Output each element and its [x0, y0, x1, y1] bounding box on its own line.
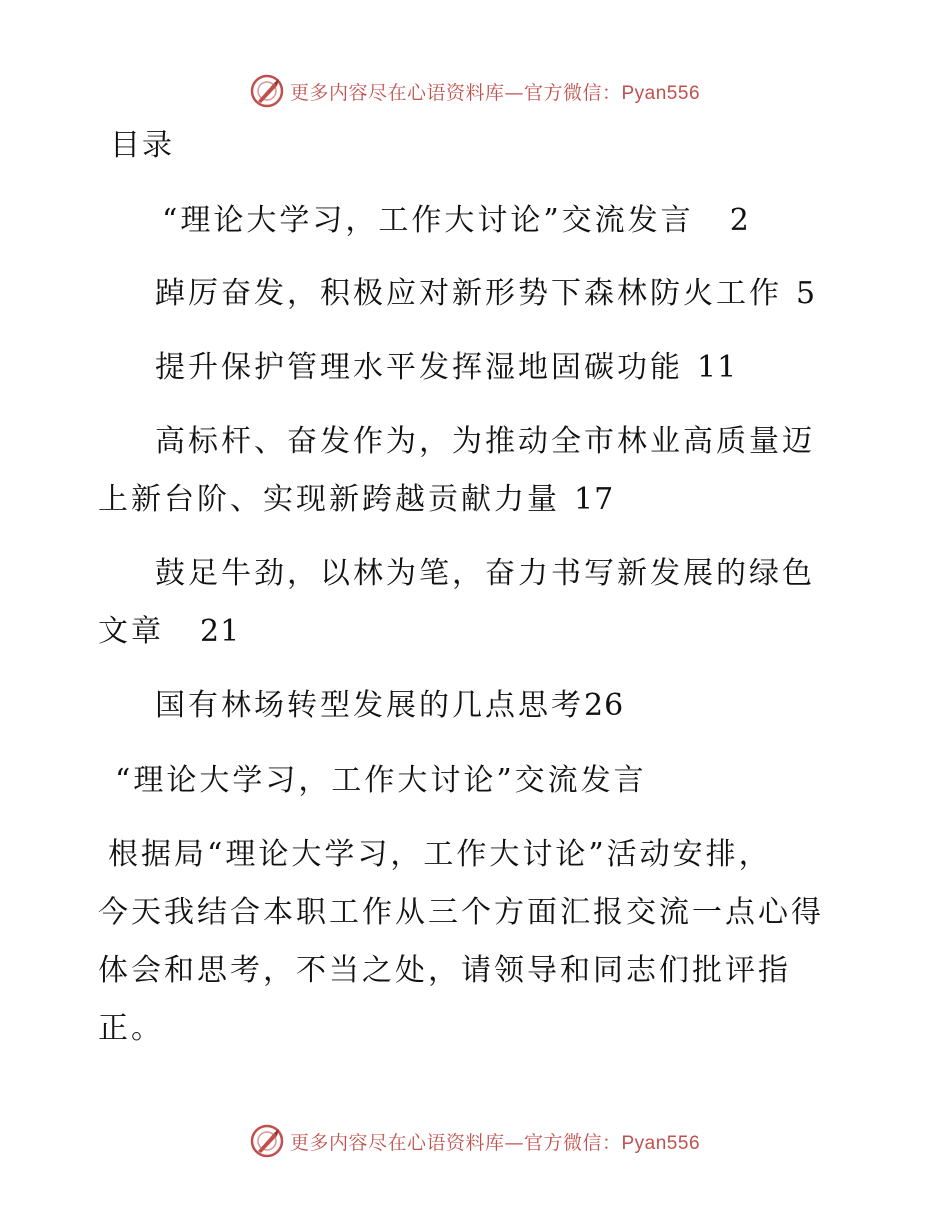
toc-item-title: 上新台阶、实现新跨越贡献力量 [98, 482, 560, 517]
watermark-text: 更多内容尽在心语资料库—官方微信：Pyan556 [289, 81, 701, 104]
toc-item-page: 11 [697, 350, 738, 385]
toc-item-page: 2 [729, 203, 750, 238]
watermark-text: 更多内容尽在心语资料库—官方微信：Pyan556 [289, 1131, 701, 1154]
toc-item-page: 21 [200, 614, 241, 649]
quill-logo-icon [250, 1124, 284, 1158]
paragraph-line: 今天我结合本职工作从三个方面汇报交流一点心得 [98, 895, 824, 930]
toc-item-title: 国有林场转型发展的几点思考 [155, 688, 584, 723]
paragraph-line: 正。 [98, 1011, 164, 1046]
toc-item[interactable] [162, 201, 750, 241]
article-heading: “理论大学习，工作大讨论”交流发言 [115, 763, 647, 798]
toc-title: 目录 [110, 128, 174, 163]
toc-item-page: 26 [584, 688, 625, 723]
toc-item-continuation[interactable] [98, 612, 240, 652]
toc-item[interactable] [155, 686, 624, 726]
toc-item-title: 踔厉奋发，积极应对新形势下森林防火工作 [155, 276, 782, 311]
toc-item-continuation[interactable] [98, 480, 614, 520]
toc-item[interactable] [155, 422, 815, 462]
toc-item-title: “理论大学习，工作大讨论”交流发言 [162, 203, 694, 238]
toc-item-title: 高标杆、奋发作为，为推动全市林业高质量迈 [155, 424, 815, 459]
paragraph-line: 体会和思考，不当之处，请领导和同志们批评指 [98, 953, 791, 988]
toc-item-title: 鼓足牛劲，以林为笔，奋力书写新发展的绿色 [155, 556, 815, 591]
toc-item-title: 文章 [98, 614, 164, 649]
header-watermark [0, 71, 950, 111]
toc-item-title: 提升保护管理水平发挥湿地固碳功能 [155, 350, 683, 385]
toc-item[interactable] [155, 348, 737, 388]
quill-logo-icon [250, 74, 284, 108]
toc-item-page: 17 [574, 482, 615, 517]
footer-watermark [0, 1121, 950, 1161]
paragraph-line: 根据局“理论大学习，工作大讨论”活动安排， [108, 837, 772, 872]
toc-item[interactable] [155, 274, 816, 314]
toc-item[interactable] [155, 554, 815, 594]
toc-item-page: 5 [796, 276, 817, 311]
